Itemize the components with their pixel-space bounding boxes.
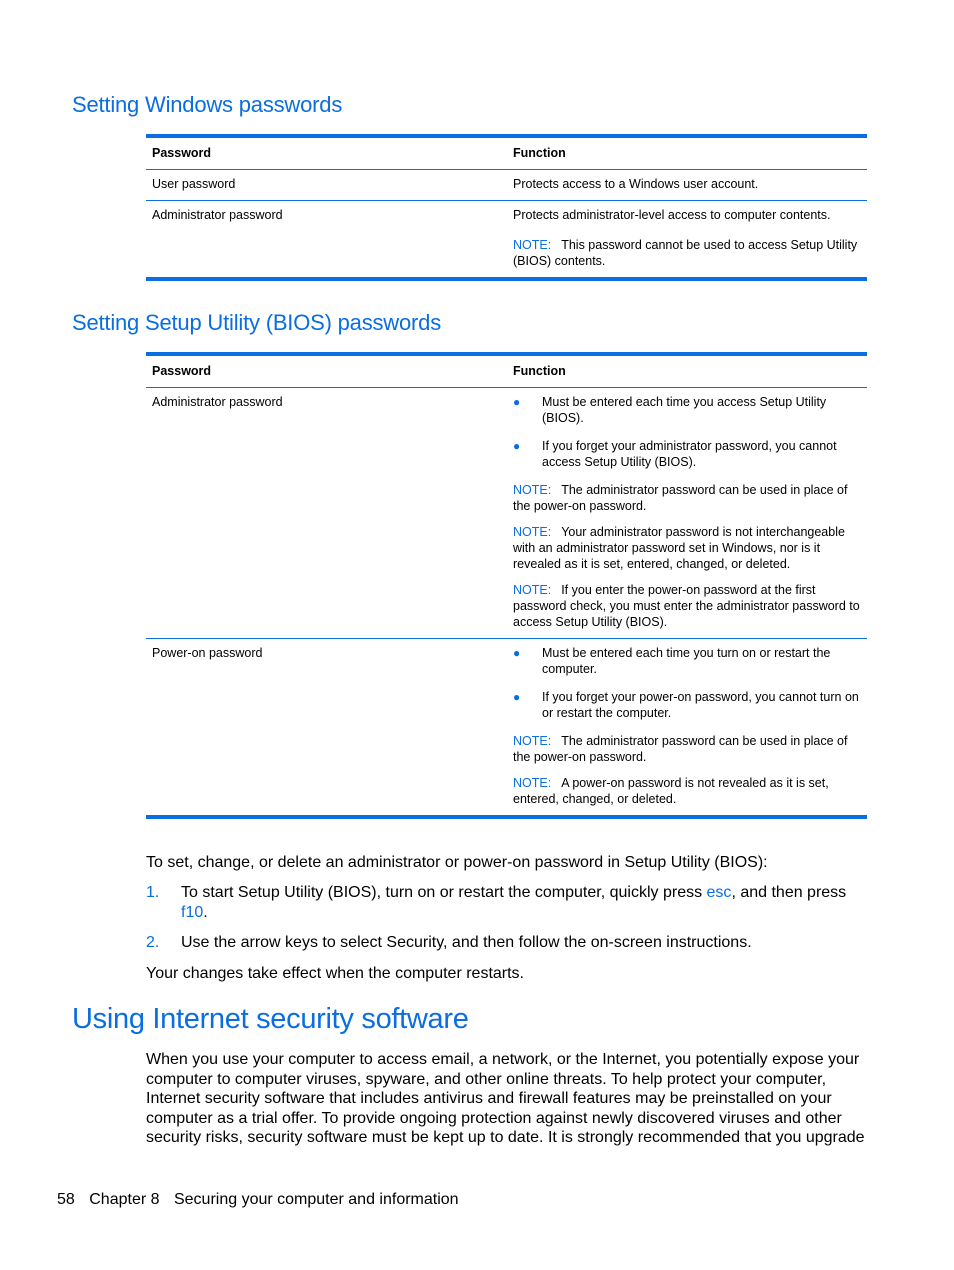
- section-heading-bios-passwords: Setting Setup Utility (BIOS) passwords: [72, 310, 441, 335]
- note-label: NOTE:: [513, 525, 552, 539]
- function-text: Protects administrator-level access to computer contents.: [513, 208, 831, 222]
- function-cell: Protects access to a Windows user account.: [513, 177, 759, 191]
- list-item: [513, 438, 861, 470]
- key-esc: esc: [706, 884, 732, 901]
- step-text-part: To start Setup Utility (BIOS), turn on or restart the computer, quickly press: [181, 884, 707, 901]
- intro-paragraph: To set, change, or delete an administrator or power-on password in Setup Utility (BIOS):: [146, 854, 768, 871]
- table-row: [146, 388, 867, 639]
- note-label: NOTE:: [513, 734, 552, 748]
- page-number: 58: [57, 1191, 75, 1208]
- note-text: The administrator password can be used in place of the power-on password.: [513, 734, 848, 764]
- step-text-part: , and then follow the on-screen instructions.: [443, 934, 752, 951]
- bullet-text: If you forget your power-on password, you cannot turn on or restart the computer.: [542, 690, 859, 720]
- list-item: [513, 689, 861, 721]
- step-text-part: Use the arrow keys to select: [181, 934, 387, 951]
- note-label: NOTE:: [513, 583, 552, 597]
- step-text: [181, 933, 868, 953]
- note-label: NOTE:: [513, 483, 552, 497]
- key-f10: f10: [181, 903, 204, 921]
- security-paragraph: When you use your computer to access email, a network, or the Internet, you potentially expose your computer to computer viruses, spyware, and other online threats. To help protect your computer, Internet security software that includes antivirus and firewall features may be preinstalled on your computer as a trial offer. To provide ongoing protection against newly discovered viruses and other security risks, security software must be kept up to date. It is strongly recommended that you upgrade: [146, 1051, 865, 1146]
- note-text: The administrator password can be used in place of the power-on password.: [513, 483, 848, 513]
- note: [513, 482, 861, 514]
- bullet-text: If you forget your administrator password, you cannot access Setup Utility (BIOS).: [542, 439, 837, 469]
- bullet-icon: ●: [513, 395, 521, 409]
- bullet-icon: ●: [513, 646, 521, 660]
- note: [513, 733, 861, 765]
- windows-passwords-table: [146, 134, 867, 281]
- table-row: [146, 639, 867, 818]
- note: [513, 237, 861, 269]
- step-number: 1.: [146, 884, 160, 901]
- step-text-part: .: [203, 903, 208, 921]
- page-footer: [57, 1191, 469, 1209]
- bullet-icon: ●: [513, 439, 521, 453]
- bullet-text: Must be entered each time you turn on or restart the computer.: [542, 646, 831, 676]
- step-1: [146, 883, 868, 922]
- note-text: Your administrator password is not interchangeable with an administrator password set in Windows, nor is it revealed as it is set, entered, changed, or deleted.: [513, 525, 845, 571]
- note-text: If you enter the power-on password at the first password check, you must enter the administrator password to access Setup Utility (BIOS).: [513, 583, 860, 629]
- step-number: 2.: [146, 934, 160, 951]
- menu-term-security: Security: [386, 934, 444, 951]
- table-row: [146, 170, 867, 201]
- column-header-password: Password: [146, 136, 507, 170]
- bullet-text: Must be entered each time you access Setup Utility (BIOS).: [542, 395, 827, 425]
- section-heading-windows-passwords: Setting Windows passwords: [72, 92, 343, 117]
- note-label: NOTE:: [513, 776, 552, 790]
- function-cell: [507, 388, 867, 639]
- note: [513, 524, 861, 572]
- password-cell: Administrator password: [146, 201, 507, 280]
- bios-passwords-table: [146, 352, 867, 819]
- column-header-function: Function: [507, 354, 867, 388]
- password-cell: Administrator password: [152, 395, 283, 409]
- bullet-list: [513, 394, 861, 470]
- function-cell: [507, 201, 867, 280]
- step-2: [146, 933, 868, 953]
- password-cell: User password: [152, 177, 236, 191]
- note: [513, 775, 861, 807]
- section-heading-internet-security: Using Internet security software: [72, 1003, 469, 1035]
- note-label: NOTE:: [513, 238, 552, 252]
- list-item: [513, 645, 861, 677]
- note-text: This password cannot be used to access Setup Utility (BIOS) contents.: [513, 238, 858, 268]
- list-item: [513, 394, 861, 426]
- column-header-function: Function: [507, 136, 867, 170]
- step-text-part: , and then press: [731, 884, 847, 901]
- bullet-icon: ●: [513, 690, 521, 704]
- bullet-list: [513, 645, 861, 721]
- password-cell: Power-on password: [146, 639, 507, 818]
- table-row: [146, 201, 867, 280]
- outro-paragraph: Your changes take effect when the computer restarts.: [146, 965, 524, 982]
- chapter-title: Securing your computer and information: [173, 1191, 459, 1208]
- column-header-password: Password: [146, 354, 507, 388]
- function-cell: [507, 639, 867, 818]
- note: [513, 582, 861, 630]
- chapter-label: Chapter 8: [89, 1191, 160, 1208]
- note-text: A power-on password is not revealed as it is set, entered, changed, or deleted.: [513, 776, 829, 806]
- step-text: [181, 883, 868, 922]
